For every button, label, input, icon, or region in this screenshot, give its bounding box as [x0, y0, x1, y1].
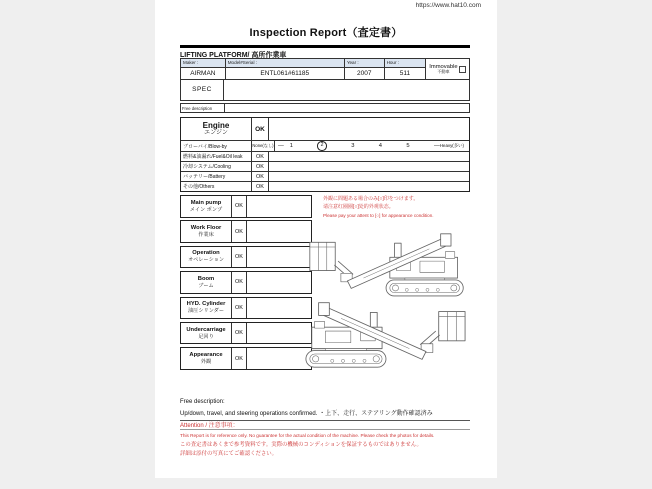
hyd-cylinder-status: OK	[232, 298, 247, 319]
cooling-notes	[268, 162, 469, 171]
battery-notes	[268, 172, 469, 181]
engine-title-cell	[181, 118, 251, 140]
engine-title-en: Engine	[202, 120, 230, 130]
engine-notes	[268, 118, 469, 140]
operation-en: Operation	[192, 250, 220, 257]
attention-line-jp2: 詳細は添付の写真にてご確認ください。	[180, 450, 278, 457]
fuel-oil-label: 燃料&油漏れ/Fuel&Oil leak	[183, 154, 243, 160]
year-value: 2007	[356, 70, 372, 77]
work-floor-jp: 作業床	[198, 232, 214, 238]
boom-en: Boom	[197, 275, 215, 282]
operation-jp: オペレーション	[187, 257, 225, 264]
machine-diagram-facing-left	[307, 229, 467, 297]
engine-row-others	[181, 181, 469, 191]
blowby-dash-left: —	[278, 143, 284, 149]
others-status: OK	[251, 182, 268, 191]
appearance-note	[323, 196, 475, 219]
main-pump-jp: メイン ポンプ	[189, 206, 223, 213]
hour-column	[384, 59, 426, 79]
maker-value: AIRMAN	[190, 70, 216, 77]
operation-status: OK	[232, 247, 247, 268]
work-floor-notes	[247, 221, 311, 242]
blowby-row	[181, 140, 469, 151]
immovable-label-jp: 不動車	[437, 68, 450, 74]
page-title: Inspection Report（査定書）	[249, 27, 403, 39]
model-column	[225, 59, 344, 79]
machine-info-table	[180, 58, 470, 80]
operation-notes	[247, 247, 311, 268]
main-pump-en: Main pump	[190, 199, 222, 206]
blowby-scale-1: 1	[289, 143, 294, 149]
appearance-status: OK	[232, 348, 247, 369]
item-boom	[180, 271, 312, 294]
work-floor-status: OK	[232, 221, 247, 242]
section-title: LIFTING PLATFORM/ 高所作業車	[180, 51, 287, 59]
undercarriage-en: Undercarriage	[186, 326, 226, 333]
section-divider	[180, 45, 470, 48]
item-operation	[180, 246, 312, 269]
maker-header: Maker :	[181, 59, 225, 68]
main-pump-status: OK	[232, 196, 247, 217]
free-description-label: Free description:	[180, 399, 225, 405]
cooling-label: 冷却システム/Cooling	[183, 164, 231, 170]
hyd-cylinder-en: HYD. Cylinder	[186, 301, 226, 308]
engine-row-cooling	[181, 161, 469, 171]
free-description-value: Up/down, travel, and steering operations confirmed. ・上下、走行、ステアリング動作確認済み	[180, 408, 470, 421]
spec-label: SPEC	[181, 80, 224, 100]
hour-value: 511	[399, 70, 411, 77]
blowby-scale-numbers	[290, 141, 440, 151]
blowby-heavy-label: Heavy(多い)	[439, 143, 464, 148]
fuel-oil-status: OK	[251, 152, 268, 161]
undercarriage-jp: 足回り	[198, 333, 214, 340]
cooling-status: OK	[251, 162, 268, 171]
engine-status: OK	[251, 118, 268, 140]
immovable-label-en: Immovable	[429, 63, 458, 70]
blowby-scale	[274, 141, 469, 151]
immovable-cell	[425, 59, 469, 79]
hour-header: Hour :	[385, 59, 426, 68]
model-header: Model#Serial :	[226, 59, 344, 68]
immovable-label	[429, 64, 457, 75]
engine-row-battery	[181, 171, 469, 181]
attention-line-en: This Report is for reference only. No guarantee for the actual condition of the machine. Please check the photos for details.	[180, 432, 435, 438]
work-floor-en: Work Floor	[190, 225, 222, 232]
spec-value	[224, 80, 469, 100]
appearance-note-jp: 外観に問題ある場合のみ[○]印をつけます。	[323, 196, 419, 202]
others-label: その他/Others	[183, 184, 215, 190]
spec-box	[180, 79, 470, 101]
spec-free-description-value	[225, 104, 469, 112]
battery-status: OK	[251, 172, 268, 181]
attention-label: Attention / 注意事項：	[180, 423, 239, 429]
blowby-scale-3: 3	[351, 143, 355, 149]
model-value: ENTL061#61185	[260, 70, 310, 77]
blowby-label: ブローバイ/Blow-by	[183, 143, 227, 150]
fuel-oil-notes	[268, 152, 469, 161]
appearance-jp: 外観	[200, 358, 212, 365]
blowby-scale-5: 5	[406, 143, 410, 149]
item-undercarriage	[180, 322, 312, 345]
boom-jp: ブーム	[198, 282, 214, 289]
engine-row-fuel-oil	[181, 151, 469, 161]
engine-title-jp: エンジン	[204, 130, 228, 137]
main-pump-notes	[247, 196, 311, 217]
engine-header-row	[181, 118, 469, 140]
others-notes	[268, 182, 469, 191]
attention-line-jp1: この査定書はあくまで参考資料です。実際の機械のコンディションを保証するものではありません。	[180, 442, 422, 448]
blowby-scale-4: 4	[378, 143, 383, 149]
maker-column	[181, 59, 225, 79]
year-header: Year :	[345, 59, 384, 68]
blowby-scale-2-selected: 2	[317, 141, 327, 151]
report-page	[155, 0, 497, 478]
machine-diagram-facing-right	[302, 296, 468, 370]
item-appearance	[180, 347, 312, 370]
spec-free-description-row	[180, 103, 470, 113]
attention-divider	[180, 429, 470, 430]
item-hyd-cylinder	[180, 297, 312, 320]
appearance-en: Appearance	[189, 352, 223, 358]
undercarriage-status: OK	[232, 323, 247, 344]
item-work-floor	[180, 220, 312, 243]
item-main-pump	[180, 195, 312, 218]
appearance-note-en: Please pay your attent to [○] for appearance condition.	[323, 212, 434, 218]
appearance-note-cn: 请注意红圈圈[○]处的外观状态。	[323, 203, 394, 210]
blowby-none-label: None(なし)	[251, 141, 274, 151]
year-column	[344, 59, 384, 79]
immovable-checkbox[interactable]	[459, 66, 466, 73]
boom-status: OK	[232, 272, 247, 293]
boom-notes	[247, 272, 311, 293]
battery-label: バッテリー/Battery	[183, 174, 226, 180]
engine-table	[180, 117, 470, 192]
printed-url: https://www.hat10.com	[415, 2, 481, 9]
spec-free-description-label: Free description	[181, 104, 225, 112]
inspection-items	[180, 195, 312, 370]
blowby-dash-right: —	[433, 143, 440, 149]
hyd-cylinder-jp: 油圧シリンダー	[187, 308, 225, 315]
